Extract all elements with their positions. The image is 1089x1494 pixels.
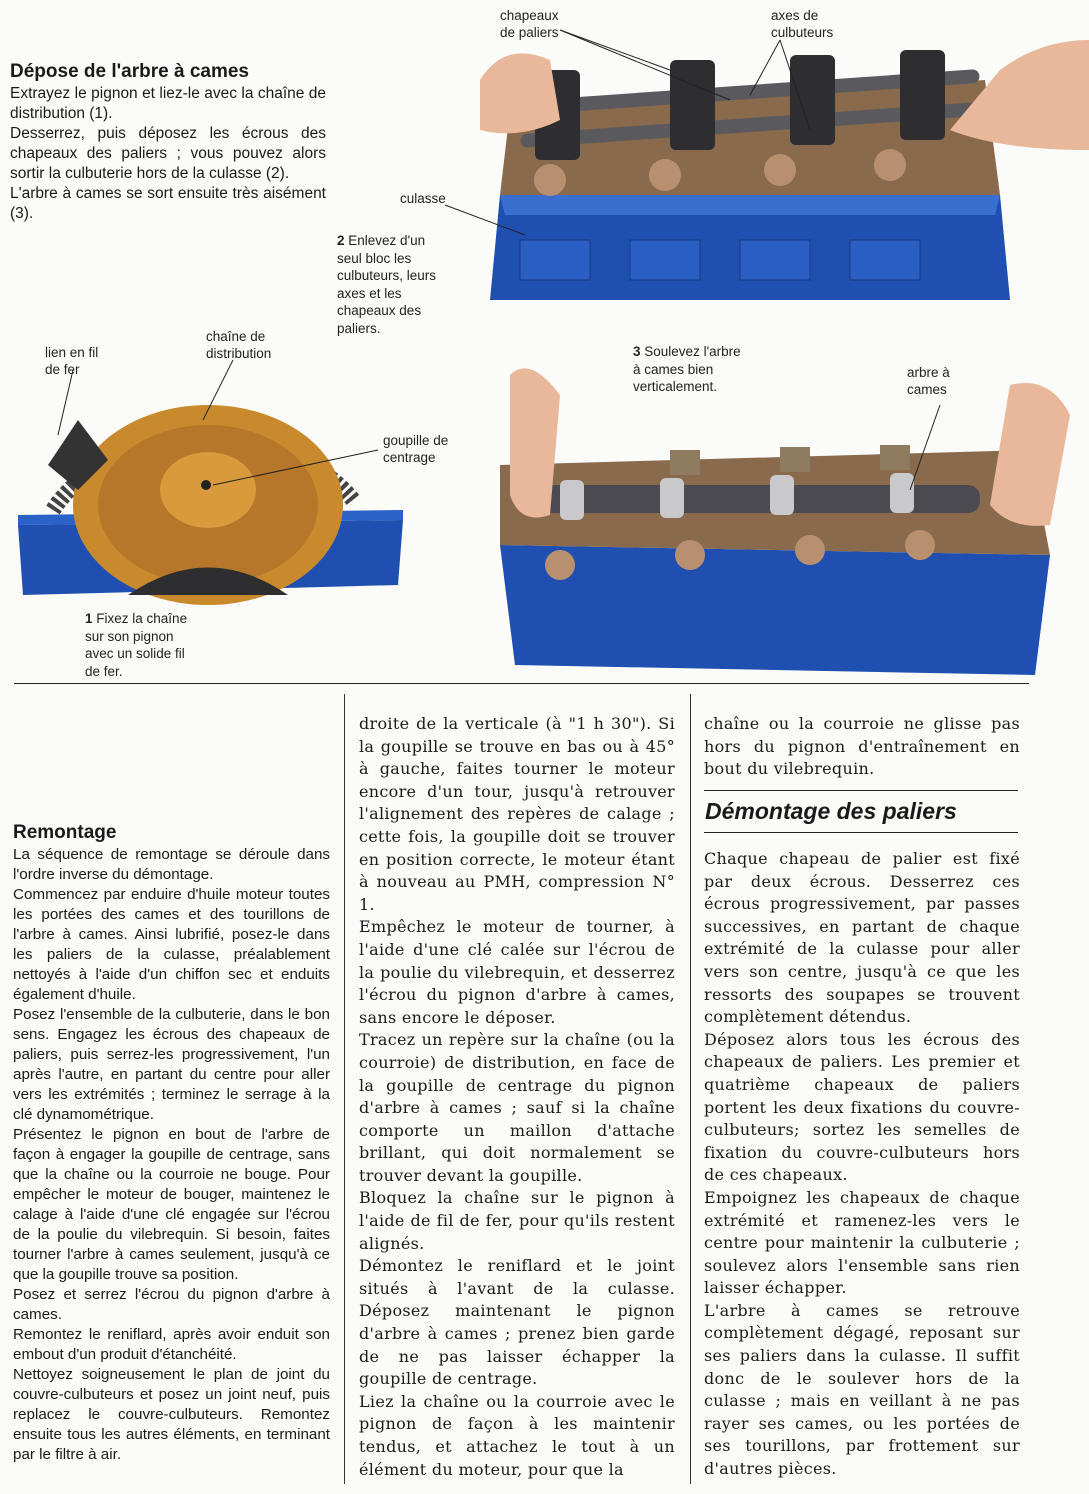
label-axes-culbuteurs: axes de culbuteurs: [771, 8, 834, 40]
remontage-paragraph: Nettoyez soigneusement le plan de joint du couvre-culbuteurs et posez un joint neuf, puis replacez le couvre-culbuteurs. Remontez ensuite tous les autres éléments, en terminant par le filtre à air.: [13, 1366, 330, 1463]
right-paragraph: chaîne ou la courroie ne glisse pas hors du pignon d'entraînement en bout du vilebrequin.: [704, 714, 1020, 779]
label-arbre-cames: arbre à cames: [907, 365, 950, 397]
right-paragraph: L'arbre à cames se retrouve complètement dégagé, reposant sur ses paliers dans la culasse. Il suffit donc de le soulever hors de la culasse ; mais en veillant à ne pas rayer ses cames, ou les portées de ses tourillons, par frottement sur d'autres pièces.: [704, 1300, 1020, 1479]
right-column-body: [704, 848, 1020, 1481]
middle-column: [359, 713, 675, 1481]
demontage-rule-bottom: [704, 832, 1018, 833]
intro-paragraph: Extrayez le pignon et liez-le avec la chaîne de distribution (1).: [10, 85, 326, 122]
column-divider-right: [690, 694, 691, 1484]
demontage-title: Démontage des paliers: [705, 798, 957, 824]
caption-figure-3: [633, 343, 743, 396]
right-paragraph: Chaque chapeau de palier est fixé par deux écrous. Desserrez ces écrous progressivement, par passes successives, en partant de chaque extrémité de la culasse pour aller vers son centre, jusqu'à ce que les ressorts des soupapes se trouvent complètement détendus.: [704, 849, 1020, 1027]
middle-paragraph: Empêchez le moteur de tourner, à l'aide d'une clé calée sur l'écrou de la poulie du vilebrequin, et desserrez l'écrou du pignon d'arbre à cames, sans encore le déposer.: [359, 917, 675, 1027]
caption-text: Enlevez d'un seul bloc les culbuteurs, leurs axes et les chapeaux des paliers.: [337, 233, 437, 336]
middle-paragraph: droite de la verticale (à "1 h 30"). Si la goupille se trouve en bas ou à 45° à gauche, faites tourner le moteur encore d'un tour, jusqu'à retrouver l'alignement des repères de calage ; cette fois, la goupille doit se trouver en position correcte, le moteur étant à nouveau au PMH, compression N° 1.: [359, 714, 675, 914]
label-chaine-distribution: chaîne de distribution: [206, 329, 272, 361]
caption-text: Fixez la chaîne sur son pignon avec un solide fil de fer.: [85, 611, 188, 679]
demontage-rule-top: [704, 790, 1018, 791]
label-goupille-centrage: goupille de centrage: [383, 433, 449, 465]
caption-number: 2: [337, 233, 345, 248]
caption-figure-2: [337, 232, 447, 337]
right-paragraph: Déposez alors tous les écrous des chapeaux de paliers. Les premier et quatrième chapeaux de paliers portent les deux fixations du couvre-culbuteurs; sortez les semelles de fixation du couvre-culbuteurs hors de ces chapeaux.: [704, 1029, 1020, 1185]
remontage-section: [13, 822, 330, 1465]
remontage-body: [13, 845, 330, 1465]
right-column-top: [704, 713, 1020, 781]
figure-2-rocker-assembly: [480, 0, 1089, 310]
figure-3-camshaft: [490, 355, 1089, 680]
figure-1-sprocket: [8, 380, 408, 600]
figure-3-illustration: [490, 355, 1089, 680]
middle-paragraph: Bloquez la chaîne sur le pignon à l'aide de fil de fer, pour qu'ils restent alignés.: [359, 1188, 675, 1253]
label-lien-fil-fer: lien en fil de fer: [45, 345, 99, 377]
remontage-paragraph: La séquence de remontage se déroule dans l'ordre inverse du démontage.: [13, 846, 330, 883]
intro-text: [10, 84, 326, 224]
middle-paragraph: Tracez un repère sur la chaîne (ou la courroie) de distribution, en face de la goupille de centrage du pignon d'arbre à cames ; sauf si la chaîne comporte un maillon d'attache brillant, qui doit normalement se trouver devant la goupille.: [359, 1030, 675, 1185]
remontage-paragraph: Posez et serrez l'écrou du pignon d'arbre à cames.: [13, 1286, 330, 1323]
right-paragraph: Empoignez les chapeaux de chaque extrémité et ramenez-les vers le centre pour maintenir la culbuterie ; soulevez alors l'ensemble sans rien laisser échapper.: [704, 1187, 1020, 1298]
figure-1-illustration: [8, 380, 408, 600]
remontage-title: Remontage: [13, 822, 117, 843]
remontage-paragraph: Présentez le pignon en bout de l'arbre de façon à engager la goupille de centrage, sans que la chaîne ou la courroie ne bouge. Pour empêcher le moteur de bouger, maintenez le calage à l'aide d'une clé engagée sur l'écrou de la poulie du vilebrequin. Si besoin, faites tourner l'arbre à cames seulement, jusqu'à ce que la goupille trouve sa position.: [13, 1126, 330, 1283]
remontage-paragraph: Remontez le reniflard, après avoir enduit son embout d'un produit d'étanchéité.: [13, 1326, 330, 1363]
page-title: Dépose de l'arbre à cames: [10, 61, 249, 82]
middle-paragraph: Liez la chaîne ou la courroie avec le pignon de façon à les maintenir tendus, et attachez le tout à un élément du moteur, pour que la: [359, 1391, 675, 1479]
figure-2-illustration: [480, 0, 1089, 310]
intro-paragraph: L'arbre à cames se sort ensuite très aisément (3).: [10, 185, 326, 222]
intro-paragraph: Desserrez, puis déposez les écrous des chapeaux des paliers ; vous pouvez alors sortir la culbuterie hors de la culasse (2).: [10, 125, 326, 182]
remontage-paragraph: Posez l'ensemble de la culbuterie, dans le bon sens. Engagez les écrous des chapeaux de paliers, puis serrez-les progressivement, l'un après l'autre, en partant du centre pour aller vers les extrémités ; terminez le serrage à la clé dynamométrique.: [13, 1006, 330, 1123]
caption-number: 3: [633, 344, 641, 359]
caption-figure-1: [85, 610, 200, 680]
caption-text: Soulevez l'arbre à cames bien verticalement.: [633, 344, 741, 394]
caption-number: 1: [85, 611, 93, 626]
column-divider-left: [344, 694, 345, 1484]
middle-paragraph: Démontez le reniflard et le joint situés à l'avant de la culasse. Déposez maintenant le pignon d'arbre à cames ; prenez bien garde de ne pas laisser échapper la goupille de centrage.: [359, 1256, 675, 1389]
label-chapeaux-paliers: chapeaux de paliers: [500, 8, 559, 40]
remontage-paragraph: Commencez par enduire d'huile moteur toutes les portées des cames et des tourillons de l'arbre à cames. Ainsi lubrifié, posez-le dans les paliers de la culasse, préalablement nettoyés à l'aide d'un chiffon sec et enduits également d'huile.: [13, 886, 330, 1003]
label-culasse: culasse: [400, 191, 446, 206]
section-divider: [14, 683, 1029, 684]
